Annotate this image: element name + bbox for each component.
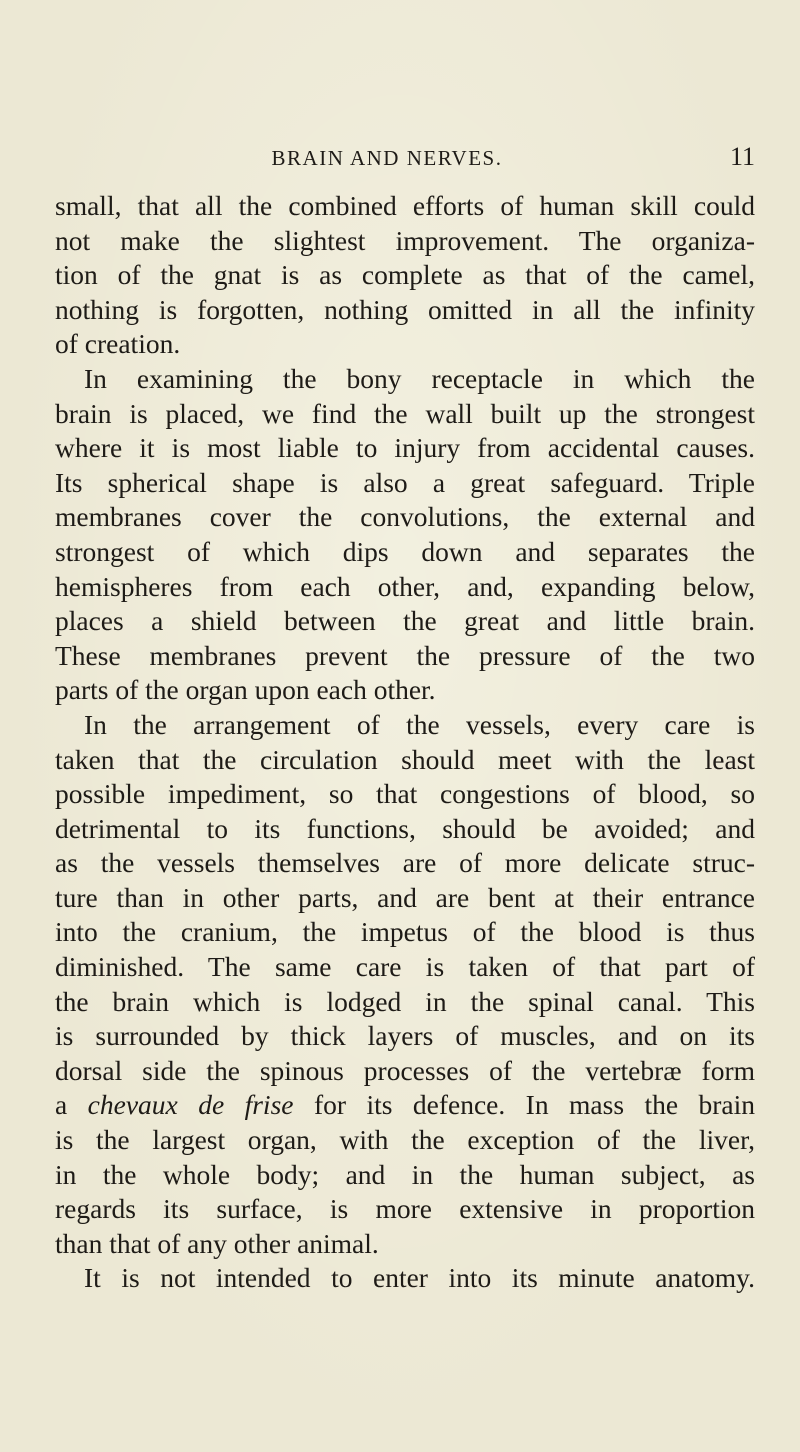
text-fragment: a	[55, 1089, 68, 1121]
text-line: possible impediment, so that congestions of blood, so	[55, 778, 755, 810]
text-line-mixed	[55, 1088, 755, 1123]
text-fragment: for its defence. In mass the brain	[313, 1089, 755, 1121]
running-head: BRAIN AND NERVES.	[271, 146, 503, 170]
text-line: detrimental to its functions, should be avoided; and	[55, 812, 755, 844]
text-line: is surrounded by thick layers of muscles, and on its	[55, 1020, 755, 1052]
text-line: places a shield between the great and little brain.	[55, 605, 755, 637]
page-number: 11	[729, 142, 755, 171]
text-line: regards its surface, is more extensive in proportion	[55, 1193, 755, 1225]
text-line: of creation.	[55, 328, 181, 360]
body-text	[55, 189, 755, 1296]
text-line: brain is placed, we find the wall built up the strongest	[55, 397, 755, 429]
text-line: It is not intended to enter into its minute anatomy.	[84, 1262, 755, 1294]
text-line: the brain which is lodged in the spinal canal. This	[55, 985, 755, 1017]
text-line: strongest of which dips down and separates the	[55, 535, 755, 567]
italic-phrase: chevaux de frise	[87, 1089, 294, 1121]
text-line: not make the slightest improvement. The organiza-	[55, 224, 755, 256]
text-line: hemispheres from each other, and, expanding below,	[55, 570, 755, 602]
text-line: dorsal side the spinous processes of the vertebræ form	[55, 1054, 755, 1086]
text-line: is the largest organ, with the exception of the liver,	[55, 1124, 755, 1156]
text-line: parts of the organ upon each other.	[55, 674, 436, 706]
page-header	[55, 142, 755, 182]
text-line: as the vessels themselves are of more delicate struc-	[55, 847, 755, 879]
text-line: in the whole body; and in the human subject, as	[55, 1158, 755, 1190]
text-line: In the arrangement of the vessels, every care is	[84, 708, 755, 740]
text-line: membranes cover the convolutions, the external and	[55, 501, 755, 533]
text-line: tion of the gnat is as complete as that of the camel,	[55, 259, 755, 291]
text-line: In examining the bony receptacle in which the	[84, 362, 755, 394]
text-line: taken that the circulation should meet with the least	[55, 743, 755, 775]
text-line: into the cranium, the impetus of the blood is thus	[55, 916, 755, 948]
text-line: than that of any other animal.	[55, 1227, 379, 1259]
text-line: small, that all the combined efforts of human skill could	[55, 190, 755, 221]
text-line: These membranes prevent the pressure of the two	[55, 639, 755, 671]
text-line: where it is most liable to injury from accidental causes.	[55, 432, 755, 464]
text-line: nothing is forgotten, nothing omitted in all the infinity	[55, 293, 755, 325]
text-line: diminished. The same care is taken of that part of	[55, 951, 755, 983]
text-line: Its spherical shape is also a great safeguard. Triple	[55, 466, 755, 498]
text-line: ture than in other parts, and are bent at their entrance	[55, 881, 755, 913]
